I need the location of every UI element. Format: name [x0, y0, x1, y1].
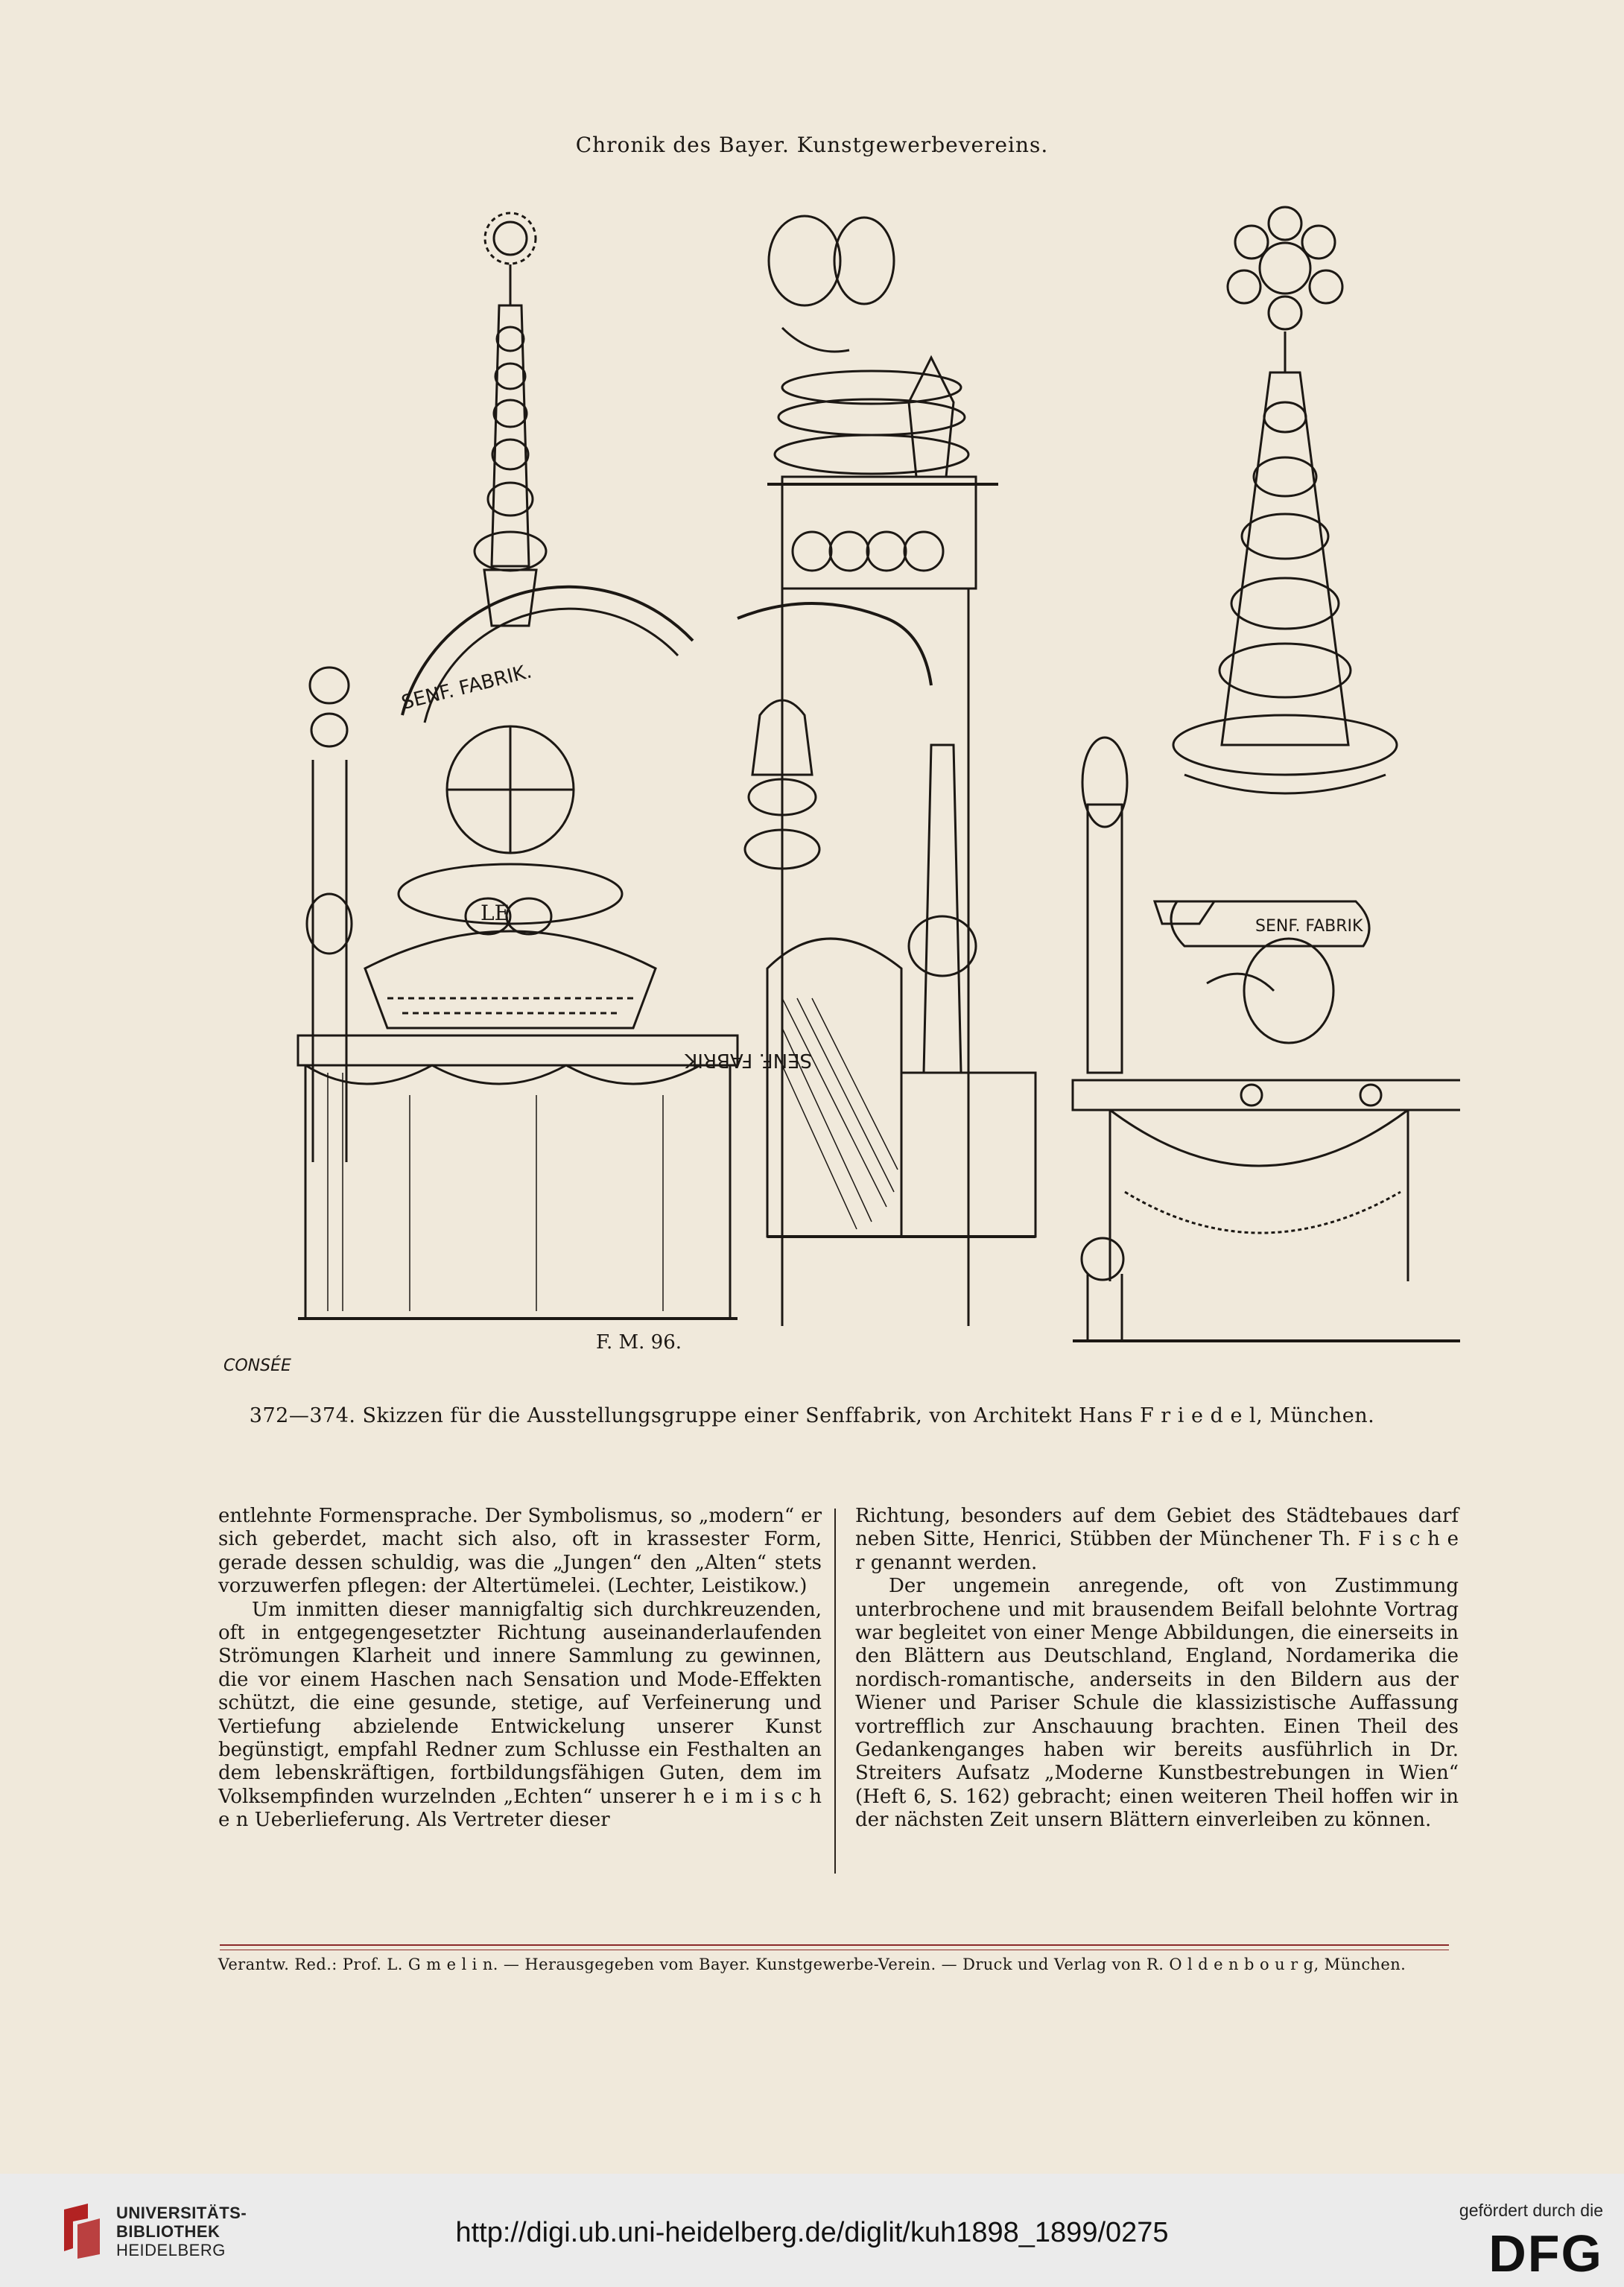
sketch-middle [684, 216, 1035, 1326]
sign-text-right: SENF. FABRIK [1255, 917, 1363, 936]
text-column-left [218, 1505, 822, 1833]
sign-text-left: SENF. FABRIK. [399, 660, 534, 714]
illustration-plate [216, 179, 1460, 1378]
paragraph: entlehnte Formensprache. Der Symbolismus, so „modern“ er sich geberdet, macht sich also, oft in krassester Form, gerade dessen schuldig, was die „Jungen“ den „Alten“ stets vorzuwerfen pflegen: der Altertümelei. (Lechter, Leistikow.) [218, 1505, 822, 1598]
sign-text-mirrored: SENF. FABRIK [685, 1049, 812, 1071]
digital-library-bar [0, 2174, 1624, 2287]
sketch-right [1073, 207, 1460, 1341]
figure-caption: 372—374. Skizzen für die Ausstellungsgruppe einer Senffabrik, von Architekt Hans F r i e d e l, München. [249, 1404, 1375, 1427]
paragraph: Richtung, besonders auf dem Gebiet des Städtebaues darf neben Sitte, Henrici, Stübben der Münchener Th. F i s c h e r genannt werden. [855, 1505, 1459, 1574]
paragraph: Um inmitten dieser mannigfaltig sich durchkreuzenden, oft in entgegengesetzter Richtung auseinanderlaufenden Strömungen Klarheit und innere Sammlung zu gewinnen, die vor einem Haschen nach Sensation und Mode-Effekten schützt, die eine gesunde, stetige, auf Verfeinerung und Vertiefung abzielende Entwickelung unserer Kunst begünstigt, empfahl Redner zum Schlusse ein Festhalten an dem lebenskräftigen, fortbildungsfähigen Guten, dem im Volksempfinden wurzelnden „Echten“ unserer h e i m i s c h e n Ueberlieferung. Als Vertreter dieser [218, 1598, 822, 1832]
monogram: LE [480, 901, 510, 925]
column-divider [834, 1509, 836, 1874]
footer-rule [220, 1944, 1449, 1946]
dfg-logo: DFG [1488, 2224, 1603, 2283]
text-column-right [855, 1505, 1459, 1833]
funder-label: gefördert durch die [1459, 2201, 1603, 2220]
institution-name: UNIVERSITÄTS- BIBLIOTHEK HEIDELBERG [116, 2204, 247, 2259]
running-title: Chronik des Bayer. Kunstgewerbevereins. [575, 133, 1049, 157]
artist-signature: F. M. 96. [596, 1331, 682, 1354]
imprint-footer: Verantw. Red.: Prof. L. G m e l i n. — Herausgegeben vom Bayer. Kunstgewerbe-Verein. — Druck und Verlag von R. O l d e n b o u r g, München. [218, 1955, 1406, 1973]
permalink-url[interactable]: http://digi.ub.uni-heidelberg.de/diglit/kuh1898_1899/0275 [455, 2217, 1169, 2248]
exhibition-sketches [216, 179, 1460, 1378]
block-mark: CONSÉE [223, 1357, 291, 1375]
paragraph: Der ungemein anregende, oft von Zustimmung unterbrochene und mit brausendem Beifall belohnte Vortrag war begleitet von einer Menge Abbildungen, die einerseits in den Blättern aus Deutschland, England, Nordamerika die nordisch-romantische, anderseits in den Bildern aus der Wiener und Pariser Schule die klassizistische Auffassung vortrefflich zur Anschauung brachten. Einen Theil des Gedankenganges haben wir bereits ausführlich in Dr. Streiters Aufsatz „Moderne Kunstbestrebungen in Wien“ (Heft 6, S. 162) gebracht; einen weiteren Theil hoffen wir in der nächsten Zeit unsern Blättern einverleiben zu können. [855, 1575, 1459, 1832]
sketch-left [223, 213, 738, 1375]
